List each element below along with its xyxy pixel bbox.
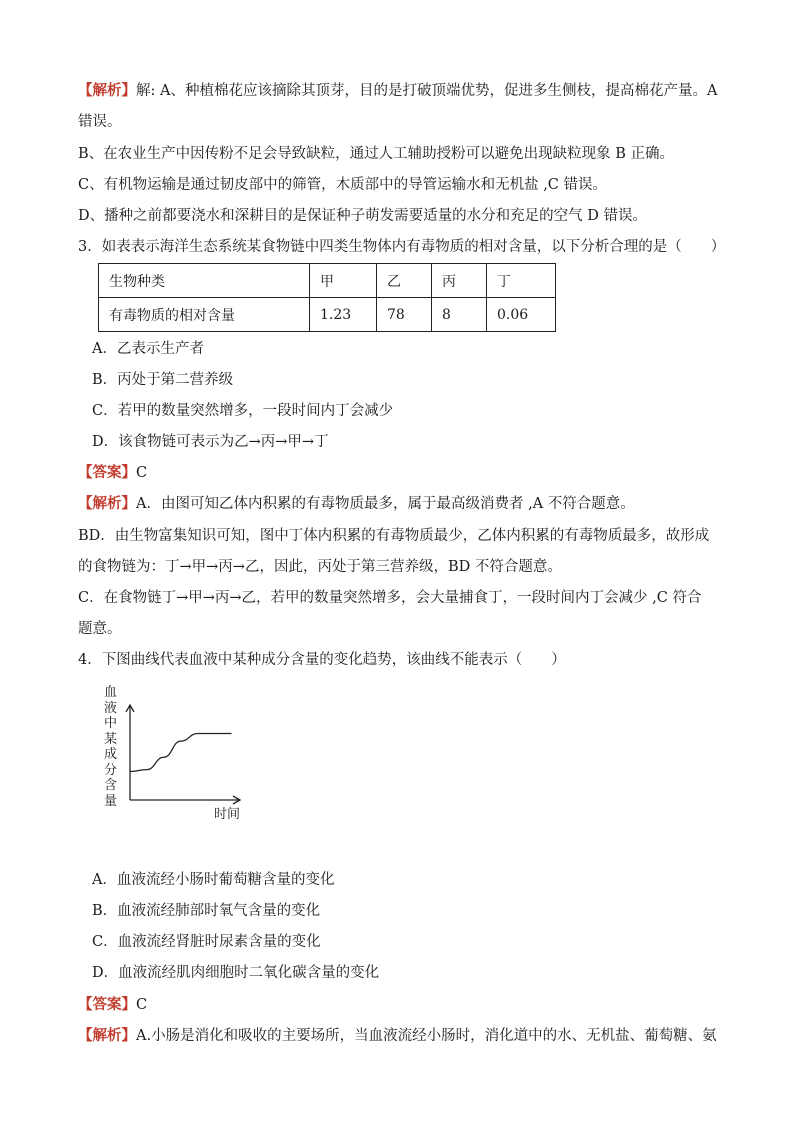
prev-analysis-line-3: B、在农业生产中因传粉不足会导致缺粒，通过人工辅助授粉可以避免出现缺粒现象 B 正确。 xyxy=(78,146,675,162)
q3-option-c: C．若甲的数量突然增多，一段时间内丁会减少 xyxy=(92,403,394,419)
prev-analysis-line-4: C、有机物运输是通过韧皮部中的筛管，木质部中的导管运输水和无机盐 ,C 错误。 xyxy=(78,177,608,193)
q4-analysis-line-1: 【解析】A.小肠是消化和吸收的主要场所，当血液流经小肠时，消化道中的水、无机盐、葡萄糖、氨 xyxy=(78,1027,717,1044)
prev-analysis-line-5: D、播种之前都要浇水和深耕目的是保证种子萌发需要适量的水分和充足的空气 D 错误。 xyxy=(78,208,647,224)
analysis-tag: 【解析】 xyxy=(78,495,136,512)
q4-option-a: A．血液流经小肠时葡萄糖含量的变化 xyxy=(92,872,335,888)
q3-analysis-line-3: 的食物链为：丁→甲→丙→乙，因此，丙处于第三营养级，BD 不符合题意。 xyxy=(78,559,562,575)
analysis-tag: 【解析】 xyxy=(78,1027,136,1044)
table-cell: 78 xyxy=(377,298,432,332)
q4-option-b: B．血液流经肺部时氧气含量的变化 xyxy=(92,903,321,919)
q3-analysis-line-4: C．在食物链丁→甲→丙→乙，若甲的数量突然增多，会大量捕食丁，一段时间内丁会减少 ,C 符合 xyxy=(78,590,702,606)
prev-analysis-line-2: 错误。 xyxy=(78,114,122,130)
q3-option-d: D．该食物链可表示为乙→丙→甲→丁 xyxy=(92,434,329,450)
chart-y-axis-label-char: 分 xyxy=(104,762,118,778)
table-cell: 丙 xyxy=(432,264,487,298)
chart-y-axis-label-char: 血 xyxy=(104,685,118,700)
table-cell: 丁 xyxy=(487,264,556,298)
answer-tag: 【答案】 xyxy=(78,996,136,1013)
table-cell: 甲 xyxy=(310,264,377,298)
chart-y-axis-label-char: 含 xyxy=(104,778,118,793)
chart-y-axis-label-char: 量 xyxy=(104,793,118,809)
answer-tag: 【答案】 xyxy=(78,464,136,481)
table-cell: 有毒物质的相对含量 xyxy=(99,298,310,332)
table-cell: 1.23 xyxy=(310,298,377,332)
chart-x-axis-label: 时间 xyxy=(214,807,241,822)
analysis-tag: 【解析】 xyxy=(78,82,136,99)
q3-stem: 3．如表表示海洋生态系统某食物链中四类生物体内有毒物质的相对含量，以下分析合理的是（ ） xyxy=(78,239,726,255)
q3-analysis-line-2: BD．由生物富集知识可知，图中丁体内积累的有毒物质最少，乙体内积累的有毒物质最多，故形成 xyxy=(78,528,710,544)
q4-chart xyxy=(120,695,260,825)
table-row xyxy=(99,264,556,298)
table-row xyxy=(99,298,556,332)
q4-option-c: C．血液流经肾脏时尿素含量的变化 xyxy=(92,934,321,950)
table-cell: 0.06 xyxy=(487,298,556,332)
q3-option-b: B．丙处于第二营养级 xyxy=(92,372,234,388)
q3-analysis-line-5: 题意。 xyxy=(78,621,122,637)
chart-series-line xyxy=(130,734,232,772)
chart-y-axis-label-char: 中 xyxy=(104,716,118,731)
q3-option-a: A．乙表示生产者 xyxy=(92,341,204,357)
table-cell: 乙 xyxy=(377,264,432,298)
q3-table xyxy=(98,263,556,332)
q3-answer: 【答案】C xyxy=(78,464,148,481)
q4-option-d: D．血液流经肌肉细胞时二氧化碳含量的变化 xyxy=(92,965,380,981)
chart-axes xyxy=(126,705,240,804)
q4-stem: 4．下图曲线代表血液中某种成分含量的变化趋势，该曲线不能表示（ ） xyxy=(78,652,566,668)
chart-y-axis-label-char: 成 xyxy=(104,747,118,762)
q4-answer: 【答案】C xyxy=(78,996,148,1013)
prev-analysis-line-1: 【解析】解: A、种植棉花应该摘除其顶芽，目的是打破顶端优势，促进多生侧枝，提高棉花产量。A xyxy=(78,82,718,99)
chart-y-axis-label-char: 某 xyxy=(104,731,118,747)
q3-analysis-line-1: 【解析】A．由图可知乙体内积累的有毒物质最多，属于最高级消费者 ,A 不符合题意。 xyxy=(78,495,635,512)
chart-y-axis-label-char: 液 xyxy=(104,700,118,716)
table-cell: 生物种类 xyxy=(99,264,310,298)
table-cell: 8 xyxy=(432,298,487,332)
